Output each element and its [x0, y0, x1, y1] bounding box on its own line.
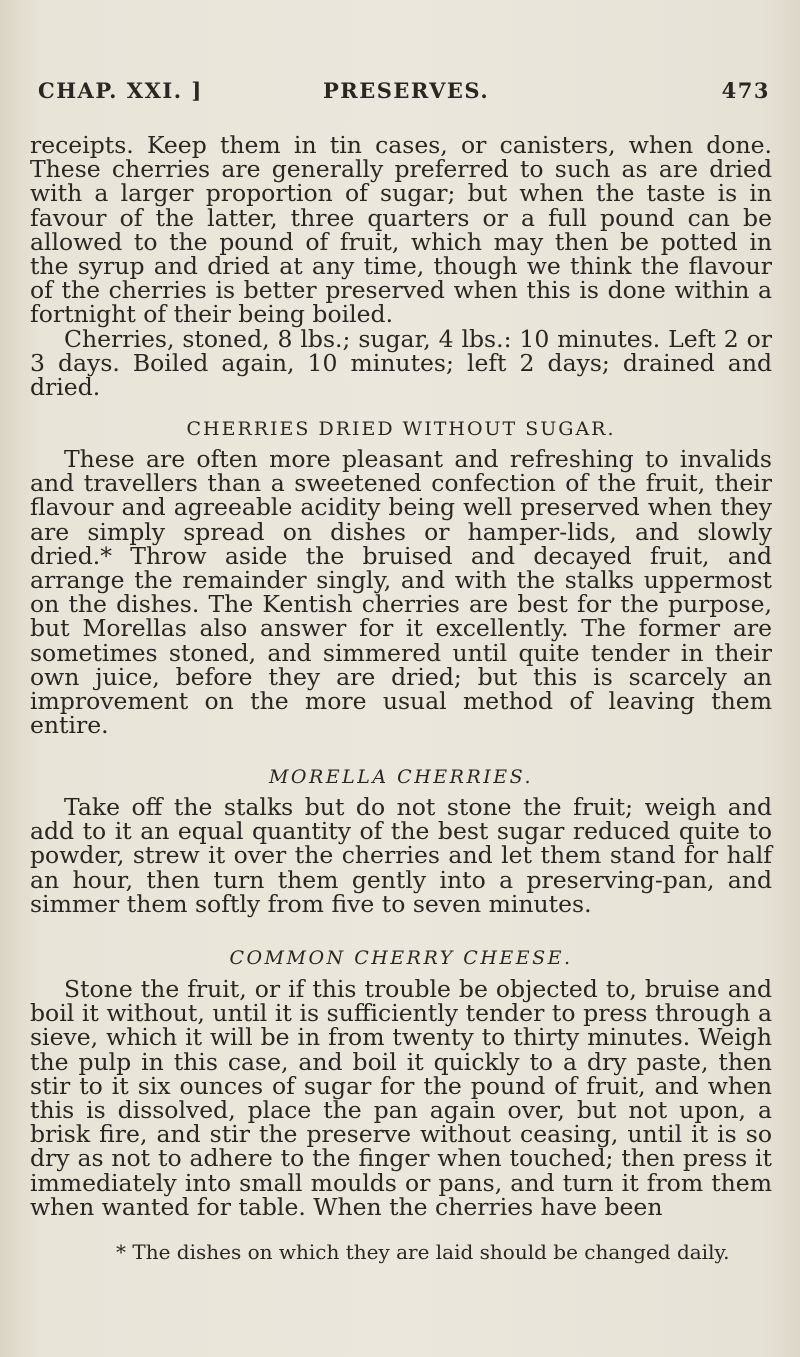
paragraph: Cherries, stoned, 8 lbs.; sugar, 4 lbs.: 10 minutes. Left 2 or 3 days. Boiled again, 10 minutes; left 2 days; drained and dried. — [30, 324, 772, 402]
running-header — [38, 78, 770, 118]
chapter-label: CHAP. XXI. ] — [38, 78, 203, 103]
page-number: 473 — [721, 78, 770, 103]
paragraph: These are often more pleasant and refreshing to invalids and travellers than a sweetened confection of the fruit, their flavour and agreeable acidity being well preserved when they are simply spread on dishes or hamper-lids, and slowly dried.* Throw aside the bruised and decayed fruit, and arrange the remainder singly, and with the stalks uppermost on the dishes. The Kentish cherries are best for the purpose, but Morellas also answer for it excellently. The former are sometimes stoned, and simmered until quite tender in their own juice, before they are dried; but this is scarcely an improvement on the more usual method of leaving them entire. — [30, 445, 772, 740]
section-heading: MORELLA CHERRIES. — [268, 766, 534, 788]
section-body — [30, 445, 772, 740]
section-body — [30, 795, 772, 916]
section-body — [30, 977, 772, 1219]
section-continuation — [30, 131, 772, 402]
paragraph: Take off the stalks but do not stone the fruit; weigh and add to it an equal quantity of the best sugar reduced quite to powder, strew it over the cherries and let them stand for half an hour, then turn them gently into a preserving-pan, and simmer them softly from five to seven minutes. — [30, 793, 772, 918]
section-heading: CHERRIES DRIED WITHOUT SUGAR. — [186, 418, 616, 440]
paragraph: Stone the fruit, or if this trouble be objected to, bruise and boil it without, until it is sufficiently tender to press through a sieve, which it will be in from twenty to thirty minutes. Weigh the pulp in this case, and boil it quickly to a dry paste, then stir to it six ounces of sugar for the pound of fruit, and when this is dissolved, place the pan again over, but not upon, a brisk fire, and stir the preserve without ceasing, until it is so dry as not to adhere to the finger when touched; then press it immediately into small moulds or pans, and turn it from them when wanted for table. When the cherries have been — [30, 975, 772, 1221]
footnote: * The dishes on which they are laid should be changed daily. — [116, 1240, 730, 1264]
running-title: PRESERVES. — [323, 78, 490, 103]
paragraph: receipts. Keep them in tin cases, or canisters, when done. These cherries are generally preferred to such as are dried with a larger proportion of sugar; but when the taste is in favour of the latter, three quarters or a full pound can be allowed to the pound of fruit, which may then be potted in the syrup and dried at any time, though we think the flavour of the cherries is better preserved when this is done within a fortnight of their being boiled. — [30, 131, 772, 329]
section-heading: COMMON CHERRY CHEESE. — [229, 947, 573, 969]
